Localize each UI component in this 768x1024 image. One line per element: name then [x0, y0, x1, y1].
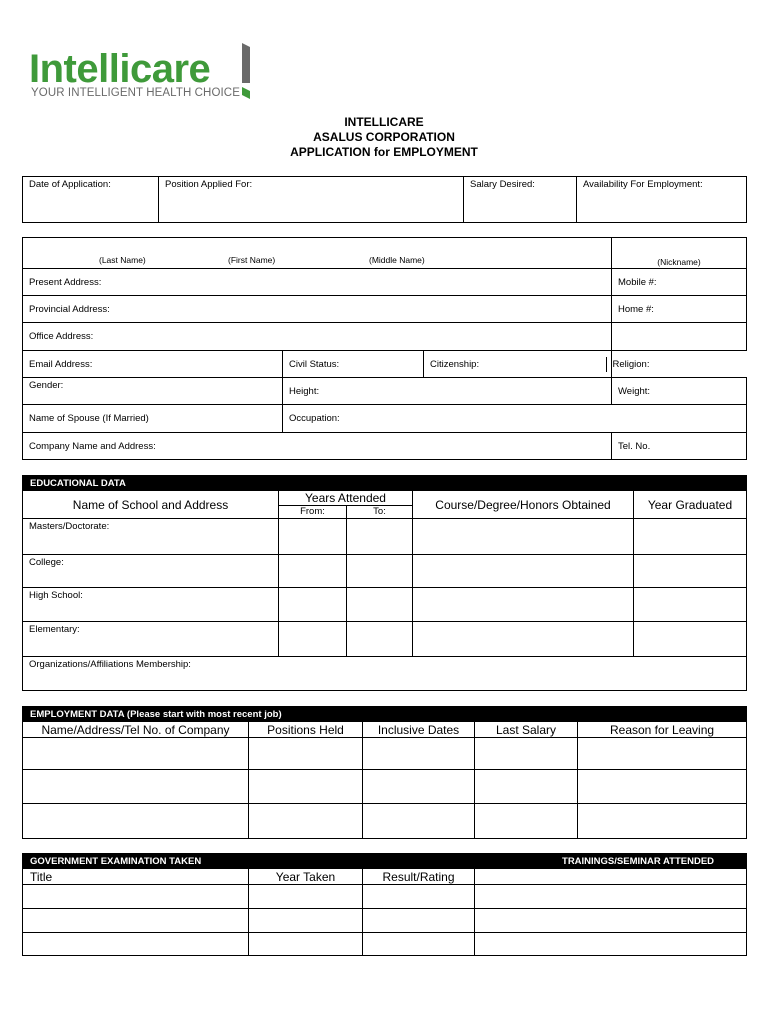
position-applied-label: Position Applied For:: [165, 179, 253, 190]
training-field[interactable]: [475, 933, 747, 956]
exam-row: [23, 933, 747, 956]
civil-status-field[interactable]: [283, 351, 424, 378]
employment-dates-field[interactable]: [363, 770, 475, 804]
employment-row: [23, 804, 747, 839]
employment-salary-field[interactable]: [475, 804, 578, 839]
employment-row: [23, 738, 747, 770]
company-address-label: Company Name and Address:: [29, 440, 156, 452]
highschool-year-field[interactable]: [634, 588, 747, 622]
organizations-label: Organizations/Affiliations Membership:: [29, 659, 191, 670]
highschool-from-field[interactable]: [279, 588, 347, 622]
employment-salary-field[interactable]: [475, 770, 578, 804]
exam-result-field[interactable]: [363, 909, 475, 933]
mobile-field[interactable]: [612, 269, 747, 296]
employment-company-field[interactable]: [23, 804, 249, 839]
masters-label: Masters/Doctorate:: [29, 521, 110, 532]
education-row-college: [23, 555, 747, 588]
exam-title-column-header: Title: [23, 869, 249, 885]
email-field[interactable]: [23, 351, 283, 378]
college-year-field[interactable]: [634, 555, 747, 588]
exam-row: [23, 909, 747, 933]
highschool-course-field[interactable]: [413, 588, 634, 622]
reason-column-header: Reason for Leaving: [578, 722, 747, 738]
company-address-field[interactable]: [23, 433, 612, 460]
salary-desired-field[interactable]: [464, 177, 577, 223]
education-row-highschool: [23, 588, 747, 622]
company-column-header: Name/Address/Tel No. of Company: [23, 722, 249, 738]
spouse-label: Name of Spouse (If Married): [29, 413, 149, 424]
gender-label: Gender:: [29, 380, 64, 391]
highschool-label: High School:: [29, 590, 83, 601]
education-row-masters: [23, 519, 747, 555]
employment-table: [22, 706, 747, 839]
year-taken-column-header: Year Taken: [249, 869, 363, 885]
logo-mark-icon: [240, 43, 252, 99]
availability-field[interactable]: [577, 177, 747, 223]
citizenship-religion-cell: [424, 351, 650, 378]
weight-label: Weight:: [618, 385, 651, 397]
company-logo-tagline: YOUR INTELLIGENT HEALTH CHOICE: [31, 87, 240, 99]
employment-dates-field[interactable]: [363, 738, 475, 770]
personal-info-table: [22, 237, 747, 460]
email-label: Email Address:: [29, 358, 93, 370]
education-section-title: EDUCATIONAL DATA: [23, 476, 747, 491]
masters-school-field[interactable]: [23, 519, 279, 555]
last-name-label: (Last Name): [99, 255, 146, 265]
home-phone-field[interactable]: [612, 296, 747, 323]
years-attended-header: Years Attended: [279, 491, 413, 506]
elementary-from-field[interactable]: [279, 622, 347, 657]
header-company: INTELLICARE: [344, 115, 424, 129]
employment-reason-field[interactable]: [578, 738, 747, 770]
masters-from-field[interactable]: [279, 519, 347, 555]
tel-no-field[interactable]: [612, 433, 747, 460]
office-address-label: Office Address:: [29, 331, 94, 342]
salary-desired-label: Salary Desired:: [470, 179, 535, 190]
dates-column-header: Inclusive Dates: [363, 722, 475, 738]
present-address-field[interactable]: [23, 269, 612, 296]
occupation-field[interactable]: [283, 405, 747, 433]
employment-row: [23, 770, 747, 804]
provincial-address-label: Provincial Address:: [29, 303, 110, 315]
masters-course-field[interactable]: [413, 519, 634, 555]
gender-field[interactable]: [23, 378, 283, 405]
result-column-header: Result/Rating: [363, 869, 475, 885]
elementary-course-field[interactable]: [413, 622, 634, 657]
college-to-field[interactable]: [347, 555, 413, 588]
middle-name-label: (Middle Name): [369, 255, 425, 265]
home-phone-label: Home #:: [618, 303, 654, 315]
employment-reason-field[interactable]: [578, 804, 747, 839]
citizenship-field[interactable]: [424, 357, 606, 372]
exam-result-field[interactable]: [363, 885, 475, 909]
religion-field[interactable]: [606, 357, 650, 372]
nickname-field[interactable]: [612, 238, 747, 269]
employment-reason-field[interactable]: [578, 770, 747, 804]
header-corporation: ASALUS CORPORATION: [313, 130, 455, 144]
employment-salary-field[interactable]: [475, 738, 578, 770]
tel-no-label: Tel. No.: [618, 440, 651, 452]
employment-section-title: EMPLOYMENT DATA (Please start with most recent job): [23, 707, 747, 722]
height-field[interactable]: [283, 378, 612, 405]
occupation-label: Occupation:: [289, 413, 340, 424]
trainings-section-title: TRAININGS/SEMINAR ATTENDED: [475, 854, 747, 869]
masters-to-field[interactable]: [347, 519, 413, 555]
employment-position-field[interactable]: [249, 770, 363, 804]
exam-title-field[interactable]: [23, 909, 249, 933]
education-row-elementary: [23, 622, 747, 657]
present-address-label: Present Address:: [29, 276, 102, 288]
school-column-header: Name of School and Address: [23, 491, 279, 519]
height-label: Height:: [289, 385, 320, 397]
availability-label: Availability For Employment:: [583, 179, 703, 190]
training-field[interactable]: [475, 909, 747, 933]
weight-field[interactable]: [612, 378, 747, 405]
education-table: [22, 475, 747, 691]
exam-title-field[interactable]: [23, 933, 249, 956]
exam-year-field[interactable]: [249, 885, 363, 909]
salary-column-header: Last Salary: [475, 722, 578, 738]
highschool-to-field[interactable]: [347, 588, 413, 622]
positions-column-header: Positions Held: [249, 722, 363, 738]
office-address-extra-field[interactable]: [612, 323, 747, 351]
from-column-header: From:: [279, 506, 347, 519]
application-info-table: [22, 176, 747, 223]
religion-label: Religion:: [612, 358, 650, 370]
exam-year-field[interactable]: [249, 933, 363, 956]
training-field[interactable]: [475, 885, 747, 909]
year-graduated-header: Year Graduated: [634, 491, 747, 519]
spouse-field[interactable]: [23, 405, 283, 433]
organizations-field[interactable]: [23, 657, 747, 691]
date-of-application-field[interactable]: [23, 177, 159, 223]
masters-year-field[interactable]: [634, 519, 747, 555]
nickname-label: (Nickname): [657, 257, 701, 267]
office-address-field[interactable]: [23, 323, 612, 351]
citizenship-label: Citizenship:: [430, 358, 480, 370]
position-applied-field[interactable]: [159, 177, 464, 223]
elementary-to-field[interactable]: [347, 622, 413, 657]
employment-position-field[interactable]: [249, 804, 363, 839]
highschool-school-field[interactable]: [23, 588, 279, 622]
employment-position-field[interactable]: [249, 738, 363, 770]
college-from-field[interactable]: [279, 555, 347, 588]
government-section-title: GOVERNMENT EXAMINATION TAKEN: [23, 854, 475, 869]
elementary-year-field[interactable]: [634, 622, 747, 657]
exam-year-field[interactable]: [249, 909, 363, 933]
employment-dates-field[interactable]: [363, 804, 475, 839]
college-course-field[interactable]: [413, 555, 634, 588]
exam-result-field[interactable]: [363, 933, 475, 956]
elementary-label: Elementary:: [29, 624, 80, 635]
exam-row: [23, 885, 747, 909]
civil-status-label: Civil Status:: [289, 358, 340, 370]
elementary-school-field[interactable]: [23, 622, 279, 657]
full-name-field[interactable]: [23, 238, 612, 269]
training-field[interactable]: [475, 869, 747, 885]
first-name-label: (First Name): [228, 255, 276, 265]
course-column-header: Course/Degree/Honors Obtained: [413, 491, 634, 519]
company-logo-wordmark: Intellicare: [29, 47, 211, 91]
college-label: College:: [29, 557, 64, 568]
college-school-field[interactable]: [23, 555, 279, 588]
mobile-label: Mobile #:: [618, 276, 657, 288]
date-of-application-label: Date of Application:: [29, 179, 111, 190]
employment-company-field[interactable]: [23, 770, 249, 804]
form-title: APPLICATION for EMPLOYMENT: [290, 145, 478, 159]
to-column-header: To:: [347, 506, 413, 519]
provincial-address-field[interactable]: [23, 296, 612, 323]
government-exam-table: [22, 853, 747, 956]
exam-title-field[interactable]: [23, 885, 249, 909]
employment-company-field[interactable]: [23, 738, 249, 770]
